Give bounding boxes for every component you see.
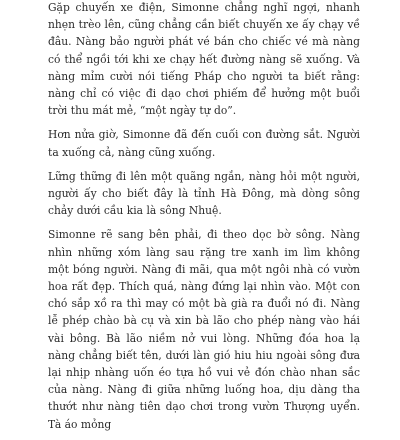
paragraph-cuoi-duong-sat: Hơn nửa giờ, Simonne đã đến cuối con đường sắt. Người ta xuống cả, nàng cũng xuống.	[48, 128, 360, 159]
paragraph-tinh-ha-dong: Lững thững đi lên một quãng ngắn, nàng hỏi một người, người ấy cho biết đây là tỉnh Hà Đông, mà dòng sông chảy dưới cầu kia là sông Nhuệ.	[48, 169, 360, 218]
book-page	[48, 0, 360, 440]
paragraph-tram-xe-dien: Gặp chuyến xe điện, Simonne chẳng nghĩ ngợi, nhanh nhẹn trèo lên, cũng chẳng cần biết chuyến xe ấy chạy về đâu. Nàng bảo người phát vé bán cho chiếc vé mà nàng có thể ngồi tới khi xe chạy hết đường nàng sẽ xuống. Và nàng mỉm cười nói tiếng Pháp cho người ta biết rằng: nàng chỉ có việc đi dạo chơi phiếm để hưởng một buổi trời thu mát mẻ, “một ngày tự do”.	[48, 1, 360, 118]
paragraph-vuon-hoa: Simonne rẽ sang bên phải, đi theo dọc bờ sông. Nàng nhìn những xóm làng sau rặng tre xanh im lìm không một bóng người. Nàng đi mãi, qua một ngôi nhà có vườn hoa rất đẹp. Thích quá, nàng đứng lại nhìn vào. Một con chó sắp xồ ra thì may có một bà già ra đuổi nó đi. Nàng lễ phép chào bà cụ và xin bà lão cho phép nàng vào hái vài bông. Bà lão niềm nở vui lòng. Những đóa hoa lạ nàng chẳng biết tên, dưới làn gió hiu hiu ngoài sông đưa lại nhịp nhàng uốn éo tựa hồ vui vẻ đón chào nhan sắc của nàng. Nàng đi giữa những luống hoa, dịu dàng tha thướt như nàng tiên dạo chơi trong vườn Thượng uyển. Tà áo mỏng	[48, 228, 360, 431]
